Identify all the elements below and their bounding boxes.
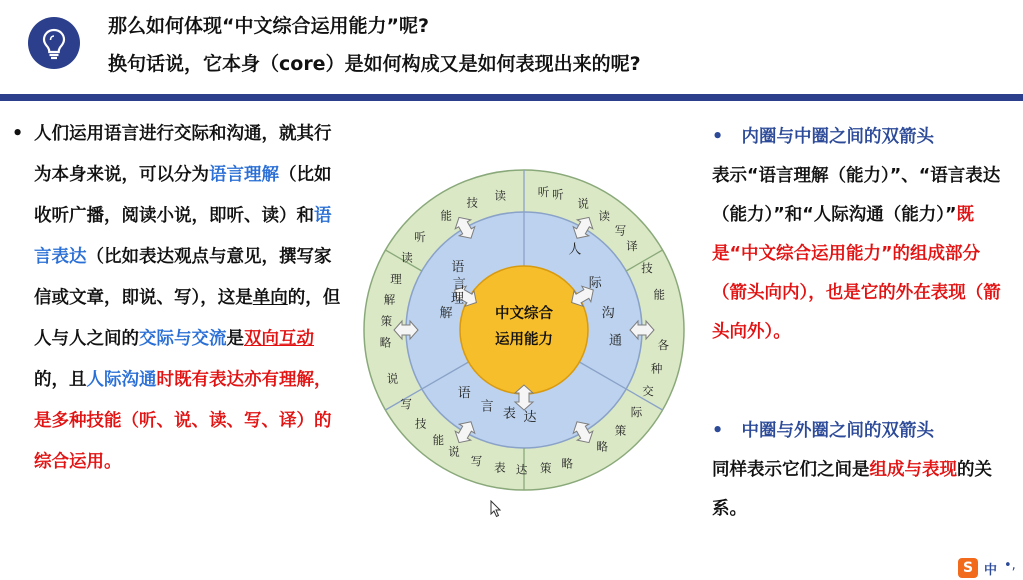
ime-toolbar[interactable] (958, 556, 1023, 580)
bullet-1-heading: 内圈与中圈之间的双箭头 (741, 127, 934, 147)
center-label-line-2: 运用能力 (495, 332, 553, 348)
outer-ring-label: 听 (552, 187, 564, 202)
right-bullet-1 (712, 118, 1012, 352)
outer-ring-label: 说 (577, 196, 589, 211)
header-divider (0, 94, 1023, 101)
outer-ring-label: 表 (494, 460, 506, 475)
outer-ring-label: 理 (390, 271, 402, 286)
outer-ring-label: 写 (470, 454, 483, 469)
center-circle (460, 266, 588, 394)
text-segment: （比如表达观点与意见，撰写家信或文章，即说、写），这是 (34, 247, 332, 308)
outer-ring-label: 写 (614, 223, 627, 238)
inner-ring-label: 解 (439, 306, 453, 322)
outer-ring-label: 技 (641, 260, 653, 275)
outer-ring-label: 说 (386, 371, 399, 386)
inner-ring-label: 达 (523, 409, 537, 425)
center-label-line-1: 中文综合 (495, 306, 553, 322)
bullet-2-text: 同样表示它们之间是 (712, 460, 870, 480)
outer-ring-label: 各 (657, 338, 669, 353)
highlight-language-comprehension: 语言理解 (209, 165, 279, 185)
inner-ring-label: 沟 (601, 306, 615, 322)
inner-ring-label: 人 (568, 242, 582, 258)
text-segment: 的，但人与人之间的 (34, 288, 341, 349)
inner-ring-label: 通 (608, 333, 623, 349)
highlight-communication: 交际与交流 (139, 329, 227, 349)
text-segment: 是 (226, 329, 244, 349)
outer-ring-label: 策 (380, 313, 393, 328)
outer-ring-label: 种 (650, 361, 663, 376)
text-segment: 的，且 (34, 370, 87, 390)
ime-punctuation-toggle[interactable]: •, (1004, 558, 1016, 573)
bullet-dot: • (12, 124, 24, 144)
outer-ring-label: 能 (653, 287, 665, 302)
highlight-interpersonal-communication: 人际沟通 (86, 370, 157, 390)
inner-ring-label: 言 (452, 276, 466, 292)
outer-ring-label: 达 (515, 462, 528, 477)
outer-ring-label: 策 (614, 423, 627, 438)
bullet-dot: • (712, 421, 724, 441)
inner-ring-label: 际 (588, 275, 602, 291)
inner-ring-label: 言 (480, 399, 494, 415)
outer-ring-label: 解 (383, 292, 396, 307)
outer-ring-label: 读 (598, 208, 611, 223)
outer-ring-label: 略 (596, 439, 609, 454)
outer-ring-label: 写 (400, 397, 412, 412)
sogou-ime-icon[interactable]: S (958, 558, 978, 578)
bullet-1-sentence-2: 既是“中文综合运用能力”的组成部分（箭头向内），也是它的外在表现（箭头向外）。 (712, 205, 1001, 342)
bullet-1-sentence-1: 表示“语言理解（能力）”、“语言表达（能力）”和“人际沟通（能力）” (712, 166, 1001, 225)
highlight-language-expression: 语言表达 (34, 206, 332, 267)
bullet-dot: • (712, 127, 724, 147)
outer-ring-label: 略 (561, 456, 574, 471)
mouse-cursor-icon (490, 500, 502, 518)
inner-ring-label: 语 (457, 385, 471, 401)
bullet-2-highlight: 组成与表现 (869, 460, 957, 480)
slide-title-line-2: 换句话说，它本身（core）是如何构成又是如何表现出来的呢? (108, 53, 641, 75)
outer-ring-label: 技 (466, 195, 479, 210)
inner-ring-label: 表 (502, 406, 516, 422)
outer-ring-label: 说 (448, 444, 460, 459)
highlight-two-way-interaction: 双向互动 (244, 329, 314, 349)
inner-ring-label: 理 (450, 291, 464, 307)
outer-ring-label: 读 (401, 250, 413, 265)
outer-ring-label: 能 (432, 433, 445, 448)
text-segment: （比如收听广播，阅读小说，即听、读）和 (34, 165, 332, 226)
outer-ring-label: 略 (379, 335, 392, 350)
bullet-2-heading: 中圈与外圈之间的双箭头 (741, 421, 934, 441)
outer-ring-label: 听 (537, 184, 550, 199)
competence-circle-diagram (362, 168, 686, 492)
highlight-skills-summary: 时既有表达亦有理解，是多种技能（听、说、读、写、译）的综合运用。 (34, 370, 332, 472)
outer-ring-label: 技 (414, 416, 427, 431)
ime-language-toggle[interactable]: 中 (984, 563, 998, 578)
outer-ring-label: 读 (494, 188, 506, 203)
text-segment: 人们运用语言进行交际和沟通，就其行为本身来说，可以分为 (34, 124, 332, 185)
slide-title-line-1: 那么如何体现“中文综合运用能力”呢? (108, 15, 429, 37)
bullet-2-text-end: 的关系。 (712, 460, 992, 519)
outer-ring-label: 译 (626, 239, 638, 254)
outer-ring-label: 策 (539, 460, 552, 475)
outer-ring-label: 际 (630, 405, 643, 420)
left-bullet-text (12, 114, 344, 483)
outer-ring-label: 交 (642, 383, 654, 398)
slide-header (0, 0, 1023, 92)
right-bullet-2 (712, 412, 1012, 529)
highlight-one-way: 单向 (252, 288, 288, 308)
lightbulb-icon (28, 17, 80, 69)
outer-ring-label: 听 (414, 229, 426, 244)
outer-ring-label: 能 (440, 208, 453, 223)
left-paragraph (34, 114, 344, 483)
inner-ring-label: 语 (451, 260, 465, 276)
